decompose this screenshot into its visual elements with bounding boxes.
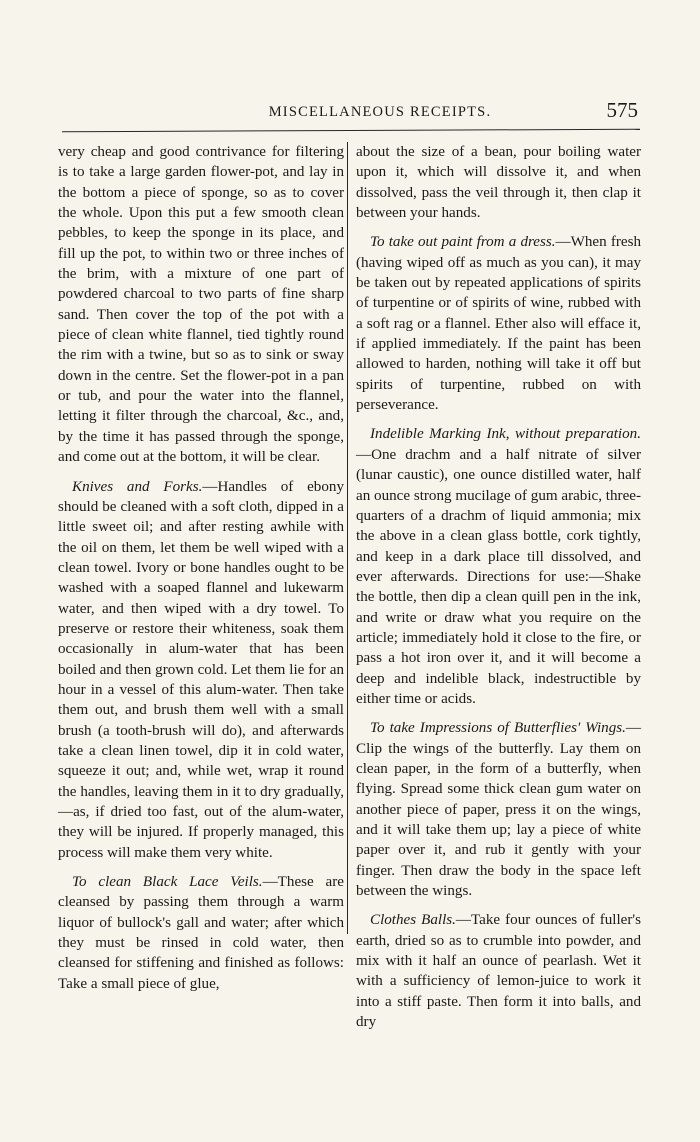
lace-veils-heading: To clean Black Lace Veils. (72, 874, 263, 891)
ink-text: —One drachm and a half nitrate of silver (lunar caustic), one ounce distilled water, half an ounce strong mucilage of gum arabic, three-quarters of a drachm of liquid ammonia; mix the above in a clean glass bottle, cork tightly, and keep in a dark place till dissolved, and ever afterwards. Directions for use:—Shake the bottle, then dip a clean quill pen in the ink, and write or draw what you require on the article; immediately hold it close to the fire, or pass a hot iron over it, and it will become a deep and indelible black, indestructible by either time or acids. (356, 446, 641, 707)
clothes-balls-text: —Take four ounces of fuller's earth, dried so as to crumble into powder, and mix with it half an ounce of pearlash. Wet it with a sufficiency of lemon-juice to work it into a stiff paste. Then form it into balls, and dry (356, 912, 641, 1031)
running-title: MISCELLANEOUS RECEIPTS. (268, 104, 492, 120)
clothes-balls-paragraph (356, 910, 641, 1032)
page-number: 575 (606, 98, 638, 122)
knives-heading: Knives and Forks. (72, 478, 203, 495)
paint-text: —When fresh (having wiped off as much as you can), it may be taken out by repeated applications of spirits of turpentine or of spirits of wine, rubbed with a soft rag or a flannel. Ether also will efface it, if applied immediately. If the paint has been allowed to harden, nothing will take it off but spirits of turpentine, rubbed on with perseverance. (356, 234, 641, 414)
lace-veils-text: —These are cleansed by passing them through a warm liquor of bullock's gall and water; after which they must be rinsed in cold water, then cleansed for stiffening and finished as follows: Take a small piece of glue, (58, 874, 344, 992)
ink-paragraph (356, 424, 641, 709)
paint-paragraph (356, 232, 641, 415)
veil-continued-paragraph (356, 142, 641, 223)
knives-text: —Handles of ebony should be cleaned with a soft cloth, dipped in a little sweet oil; and after resting awhile with the oil on them, let them be well wiped with a clean towel. Ivory or bone handles ought to be washed with a soaped flannel and lukewarm water, and then wiped with a dry towel. To preserve or restore their whiteness, soak them occasionally in alum-water that has been boiled and then grown cold. Let them lie for an hour in a vessel of this alum-water. Then take them out, and brush them well with a small brush (a tooth-brush will do), and afterwards take a clean linen towel, dip it in cold water, squeeze it out; and, while wet, wrap it round the handles, leaving them in it to dry gradually,—as, if dried too fast, out of the alum-water, they will be injured. If properly managed, this process will make them very white. (58, 478, 344, 861)
paint-heading: To take out paint from a dress. (370, 234, 556, 251)
lace-veils-paragraph (58, 872, 344, 994)
knives-paragraph (58, 477, 344, 864)
filter-paragraph (58, 142, 344, 468)
veil-continued-text: about the size of a bean, pour boiling water upon it, which will dissolve it, and when dissolved, pass the veil through it, then clap it between your hands. (356, 144, 641, 222)
page-header (60, 98, 642, 128)
header-rule (62, 129, 640, 133)
column-divider (347, 142, 348, 934)
left-column (58, 142, 344, 994)
filter-text: very cheap and good contrivance for filtering is to take a large garden flower-pot, and lay in the bottom a piece of sponge, so as to cover the whole. Upon this put a few smooth clean pebbles, to keep the sponge in its place, and fill up the pot, to within two or three inches of the brim, with a mixture of one part of powdered charcoal to two parts of fine sharp sand. Then cover the top of the pot with a piece of clean white flannel, tied tightly round the rim with a twine, but so as to sink or sway down in the centre. Set the flower-pot in a pan or tub, and pour the water into the flannel, letting it filter through the charcoal, &c., and, by the time it has passed through the sponge, and come out at the bottom, it will be clear. (58, 144, 344, 466)
butterflies-text: —Clip the wings of the butterfly. Lay them on clean paper, in the form of a butterfly, when flying. Spread some thick clean gum water on another piece of paper, press it on the wings, and it will take them up; lay a piece of white paper over it, and rub it gently with your finger. Then draw the body in the space left between the wings. (356, 720, 641, 900)
clothes-balls-heading: Clothes Balls. (370, 912, 456, 929)
ink-heading: Indelible Marking Ink, without preparation. (370, 426, 641, 443)
butterflies-paragraph (356, 718, 641, 901)
right-column (356, 142, 641, 1032)
butterflies-heading: To take Impressions of Butterflies' Wings. (370, 720, 626, 737)
